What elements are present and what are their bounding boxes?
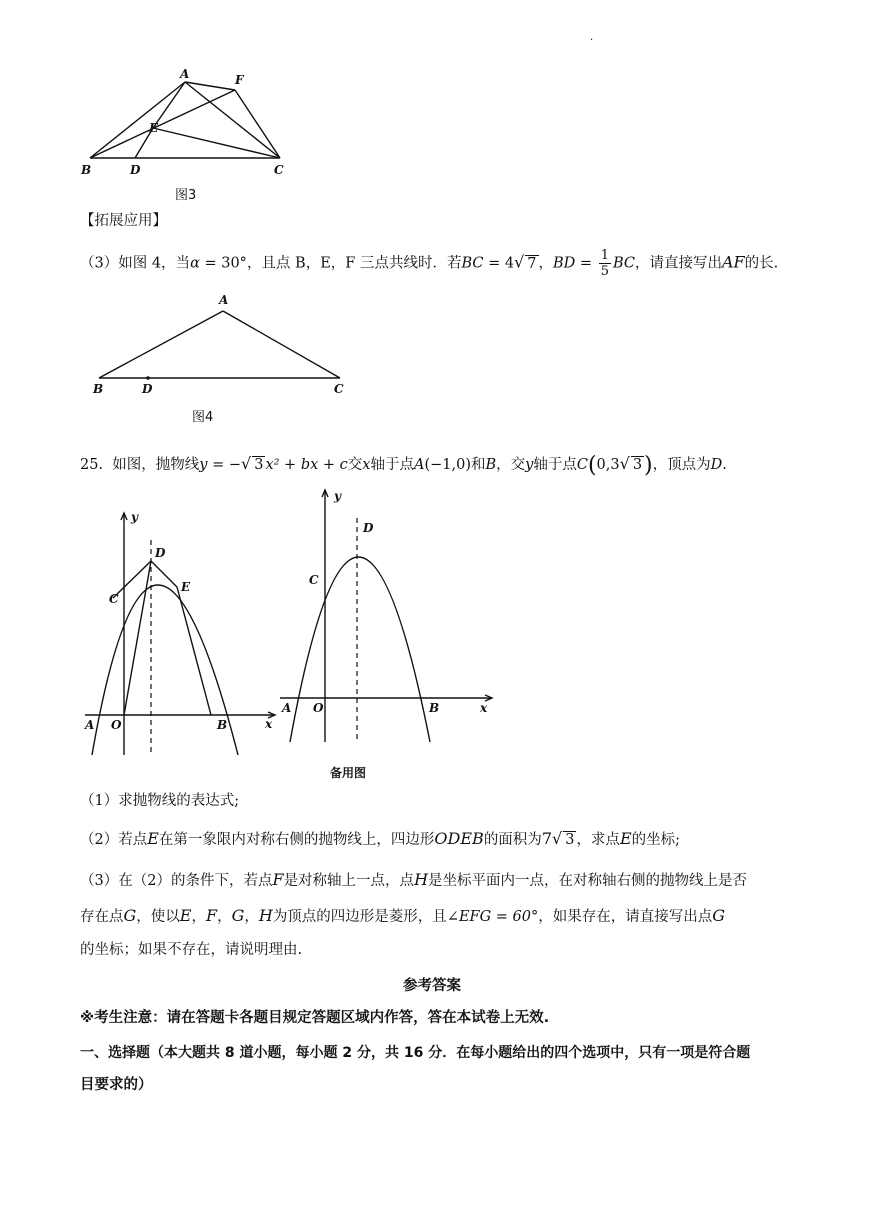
- q25-part3-line3: 的坐标；如果不存在，请说明理由.: [80, 942, 303, 958]
- figure-3: [75, 68, 295, 178]
- right-graph-label-A: A: [282, 701, 292, 715]
- answer-title: 参考答案: [403, 978, 461, 994]
- fig3-label-F: F: [235, 73, 244, 87]
- left-graph-label-x: x: [265, 717, 273, 731]
- fig4-label-A: A: [219, 293, 229, 307]
- q25-part2: （2）若点E在第一象限内对称右侧的抛物线上，四边形ODEB的面积为7√ 3 ，求点E的坐标;: [80, 829, 681, 848]
- fraction-one-fifth: $\frac{1}{5}$: [600, 248, 609, 279]
- right-graph-label-B: B: [429, 701, 440, 715]
- page-dot: .: [590, 32, 594, 43]
- fig4-label-B: B: [93, 382, 104, 396]
- q25-part3-line1: （3）在（2）的条件下，若点F是对称轴上一点，点H是坐标平面内一点，在对称轴右侧的抛物线上是否: [80, 870, 748, 889]
- fig3-label-D: D: [130, 163, 141, 177]
- figure-4: [85, 288, 355, 398]
- section1-heading-line1: 一、选择题（本大题共 8 道小题，每小题 2 分，共 16 分．在每小题给出的四个选项中，只有一项是符合题: [80, 1045, 751, 1061]
- exam-notice: ※考生注意：请在答题卡各题目规定答题区域内作答，答在本试卷上无效.: [80, 1010, 550, 1026]
- fig4-caption: 图4: [192, 410, 214, 425]
- section1-heading-line2: 目要求的）: [80, 1077, 153, 1093]
- fig3-label-E: E: [149, 121, 159, 135]
- q25-part3-line2: 存在点G，使以E，F，G，H为顶点的四边形是菱形，且∠EFG = 60°，如果存在，请直接写出点G: [80, 906, 726, 925]
- left-graph-label-O: O: [111, 718, 122, 732]
- q25-stem: 25. 如图，抛物线y = −√ 3 x² + bx + c交x轴于点A(−1,0)和B，交y轴于点C(0,3√ 3)，顶点为D.: [80, 453, 727, 478]
- left-graph-label-E: E: [181, 580, 191, 594]
- backup-graph-caption: 备用图: [330, 766, 367, 780]
- q24-part3: （3）如图 4，当α = 30°，且点 B，E，F 三点共线时．若BC = 4√ 7 ，BD = $\frac{1}{5}$ BC，请直接写出AF的长.: [80, 248, 779, 279]
- fig3-label-B: B: [81, 163, 92, 177]
- fig3-caption: 图3: [175, 188, 197, 203]
- left-graph-label-B: B: [217, 718, 228, 732]
- extension-heading: 【拓展应用】: [80, 213, 167, 229]
- left-graph-label-D: D: [155, 546, 166, 560]
- right-graph-label-D: D: [363, 521, 374, 535]
- right-graph-label-y: y: [334, 489, 341, 503]
- right-graph-label-O: O: [313, 701, 324, 715]
- parabola-graph-left: [80, 505, 280, 760]
- fig4-label-D: D: [142, 382, 153, 396]
- left-graph-label-y: y: [131, 510, 138, 524]
- fig3-label-C: C: [274, 163, 284, 177]
- parabola-graph-right: [270, 480, 500, 750]
- left-graph-label-C: C: [109, 592, 119, 606]
- left-graph-label-A: A: [85, 718, 95, 732]
- fig4-label-C: C: [334, 382, 344, 396]
- right-graph-label-x: x: [480, 701, 488, 715]
- q25-part1: （1）求抛物线的表达式;: [80, 793, 240, 809]
- fig3-label-A: A: [180, 68, 190, 81]
- right-graph-label-C: C: [309, 573, 319, 587]
